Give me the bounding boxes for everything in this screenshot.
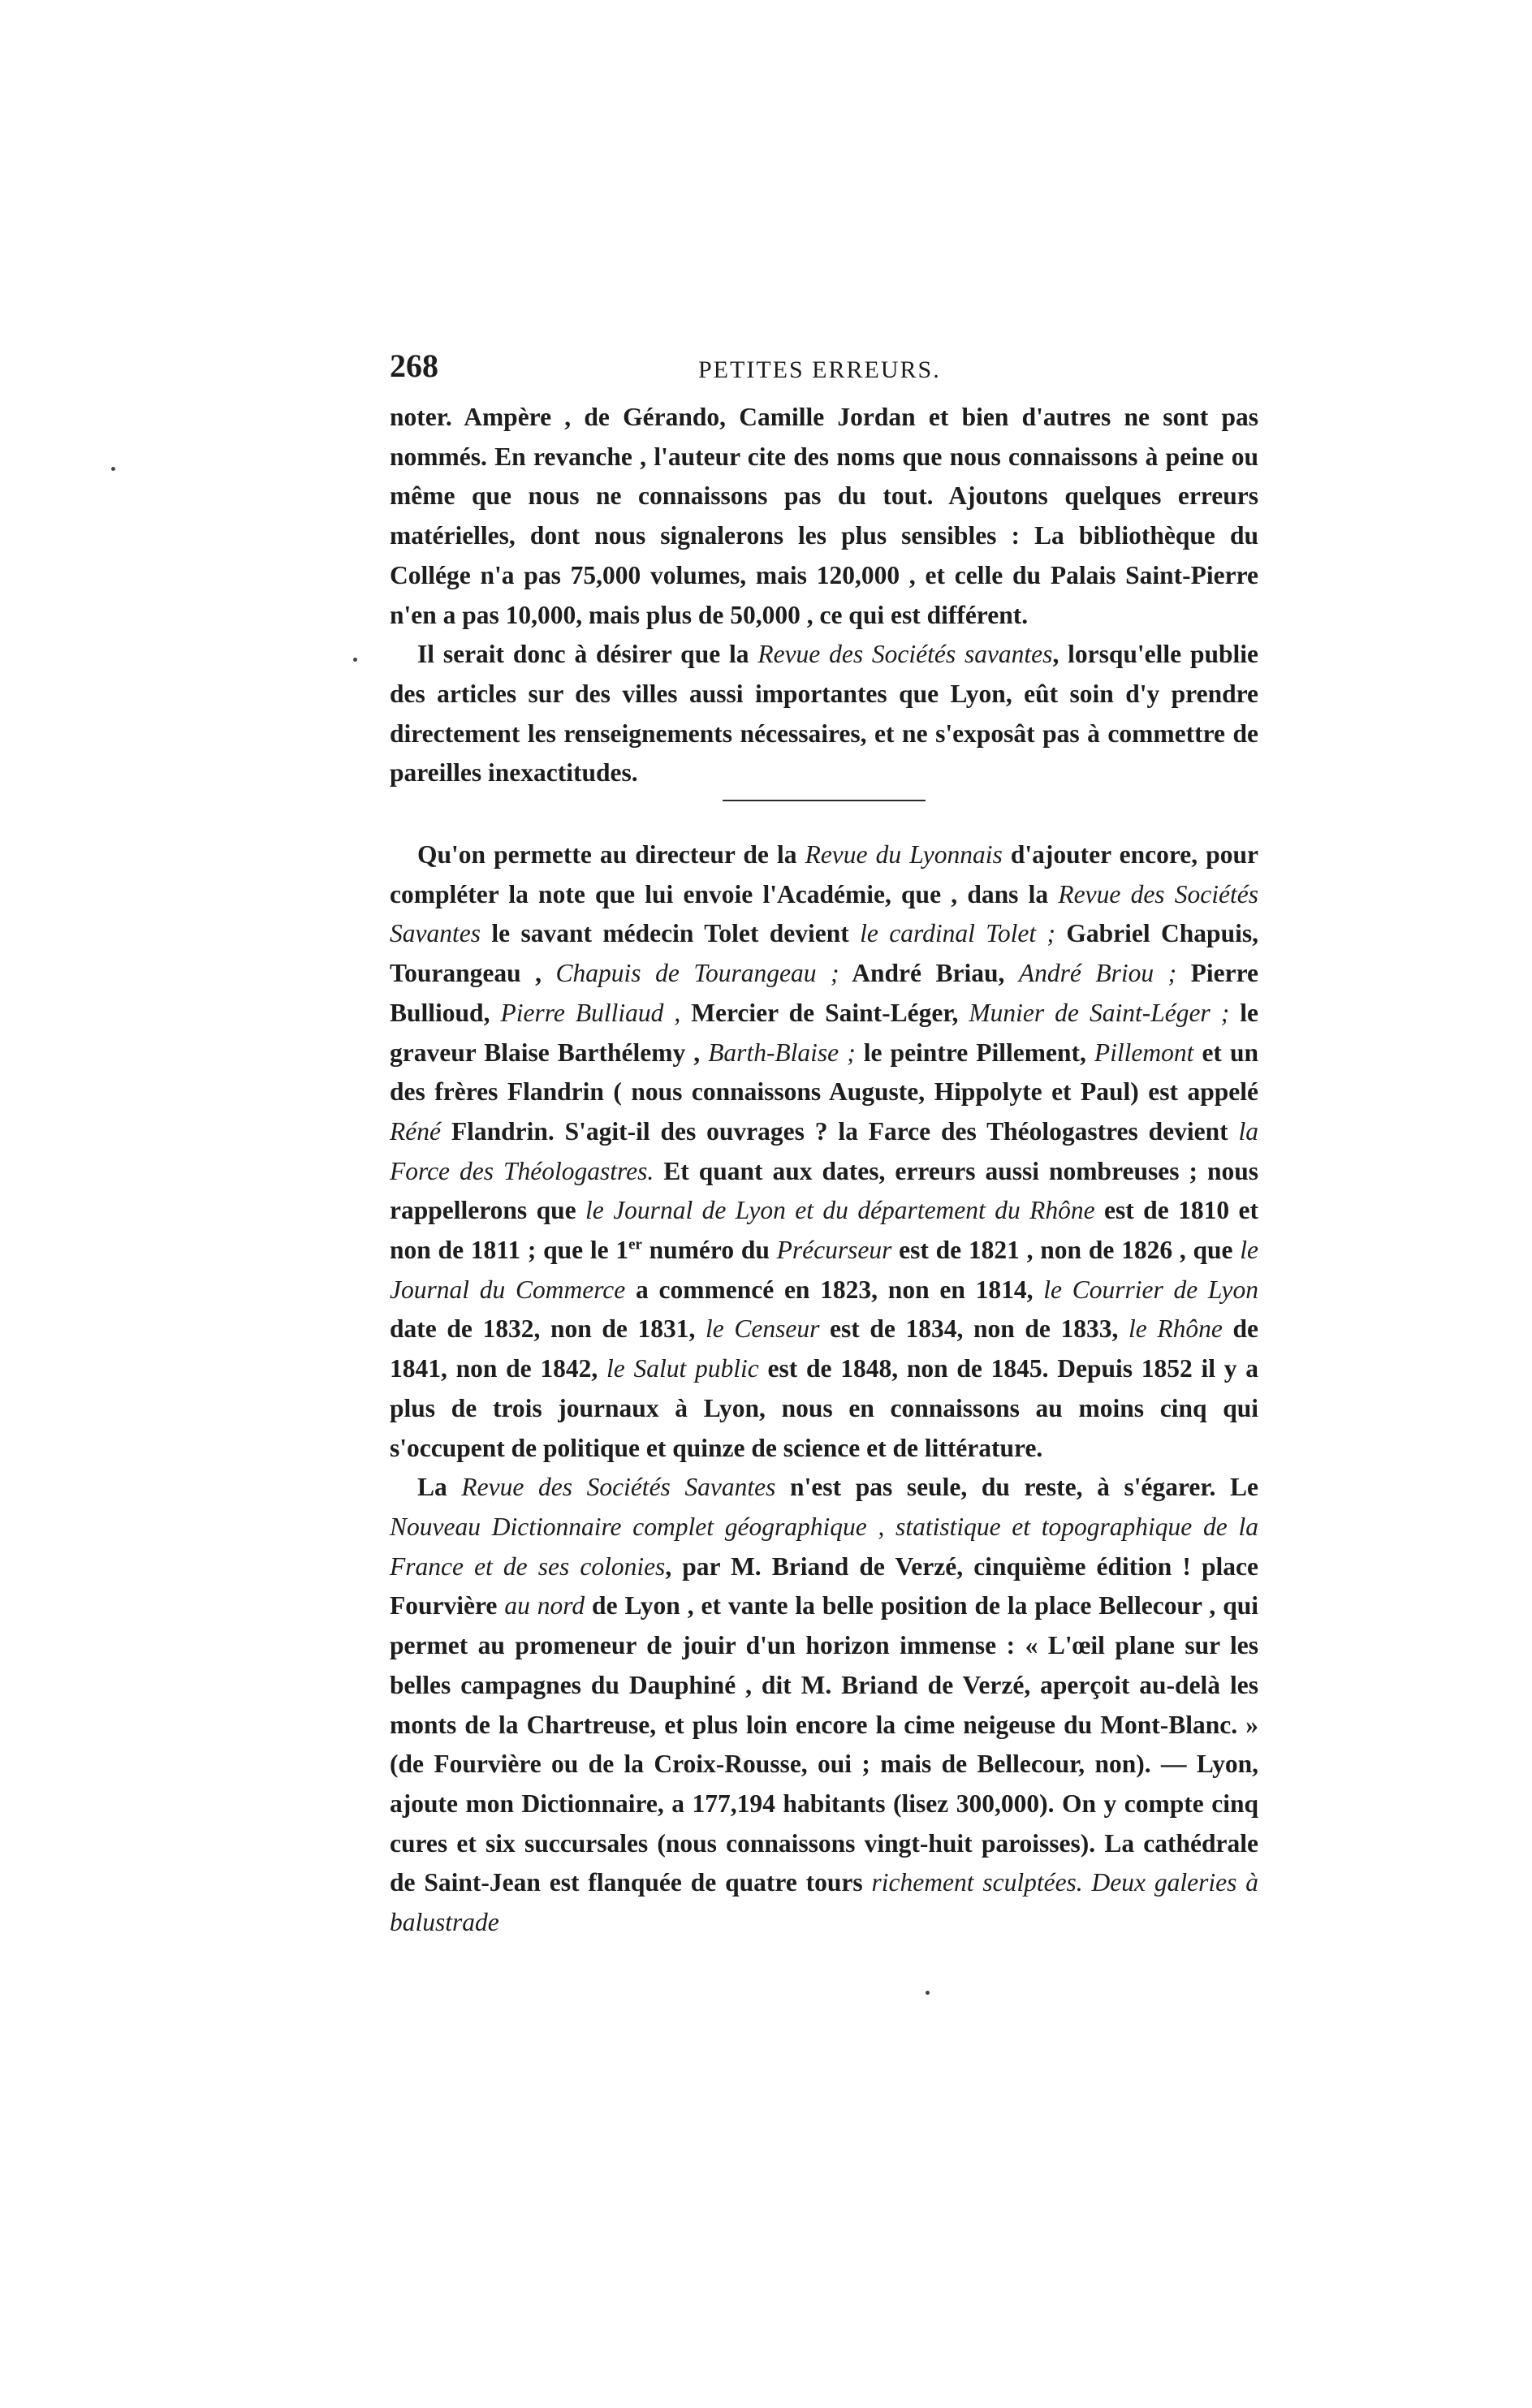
paragraph-2: Il serait donc à désirer que la Revue des Sociétés savantes, lorsqu'elle publie des articles sur des villes aussi importantes que Lyon, eût soin d'y prendre directement les renseignements nécessaires, et ne s'exposât pas à commettre de pareilles inexactitudes. (390, 640, 1258, 788)
paper-speck (926, 1991, 930, 1995)
page-number: 268 (390, 347, 438, 384)
running-title: PETITES ERREURS. (698, 356, 941, 383)
paragraph-4: La Revue des Sociétés Savantes n'est pas seule, du reste, à s'égarer. Le Nouveau Dictionnaire complet géographique , statistique et topographique de la France et de ses colonies, par M. Briand de Verzé, cinquième édition ! place Fourvière au nord de Lyon , et vante la belle position de la place Bellecour , qui permet au promeneur de jouir d'un horizon immense : « L'œil plane sur les belles campagnes du Dauphiné , dit M. Briand de Verzé, aperçoit au-delà les monts de la Chartreuse, et plus loin encore la cime neigeuse du Mont-Blanc. » (de Fourvière ou de la Croix-Rousse, oui ; mais de Bellecour, non). — Lyon, ajoute mon Dictionnaire, a 177,194 habitants (lisez 300,000). On y compte cinq cures et six succursales (nous connaissons vingt-huit paroisses). La cathédrale de Saint-Jean est flanquée de quatre tours richement sculptées. Deux galeries à balustrade (390, 1473, 1259, 1937)
paper-speck (353, 658, 357, 662)
body-text (390, 398, 1258, 1943)
paragraph-1: noter. Ampère , de Gérando, Camille Jordan et bien d'autres ne sont pas nommés. En revanche , l'auteur cite des noms que nous connaissons à peine ou même que nous ne connaissons pas du tout. Ajoutons quelques erreurs matérielles, dont nous signalerons les plus sensibles : La bibliothèque du Collége n'a pas 75,000 volumes, mais 120,000 , et celle du Palais Saint-Pierre n'en a pas 10,000, mais plus de 50,000 , ce qui est différent. (390, 403, 1258, 629)
paragraph-3: Qu'on permette au directeur de la Revue du Lyonnais d'ajouter encore, pour compléter la note que lui envoie l'Académie, que , dans la Revue des Sociétés Savantes le savant médecin Tolet devient le cardinal Tolet ; Gabriel Chapuis, Tourangeau , Chapuis de Tourangeau ; André Briau, André Briou ; Pierre Bullioud, Pierre Bulliaud , Mercier de Saint-Léger, Munier de Saint-Léger ; le graveur Blaise Barthélemy , Barth-Blaise ; le peintre Pillement, Pillemont et un des frères Flandrin ( nous connaissons Auguste, Hippolyte et Paul) est appelé Réné Flandrin. S'agit-il des ouvrages ? la Farce des Théologastres devient la Force des Théologastres. Et quant aux dates, erreurs aussi nombreuses ; nous rappellerons que le Journal de Lyon et du département du Rhône est de 1810 et non de 1811 ; que le 1er numéro du Précurseur est de 1821 , non de 1826 , que le Journal du Commerce a commencé en 1823, non en 1814, le Courrier de Lyon date de 1832, non de 1831, le Censeur est de 1834, non de 1833, le Rhône de 1841, non de 1842, le Salut public est de 1848, non de 1845. Depuis 1852 il y a plus de trois journaux à Lyon, nous en connaissons au moins cinq qui s'occupent de politique et quinze de science et de littérature. (390, 840, 1259, 1462)
paper-speck (111, 467, 115, 471)
italic-title: Revue des Sociétés savantes (757, 640, 1053, 669)
section-divider (723, 800, 926, 801)
